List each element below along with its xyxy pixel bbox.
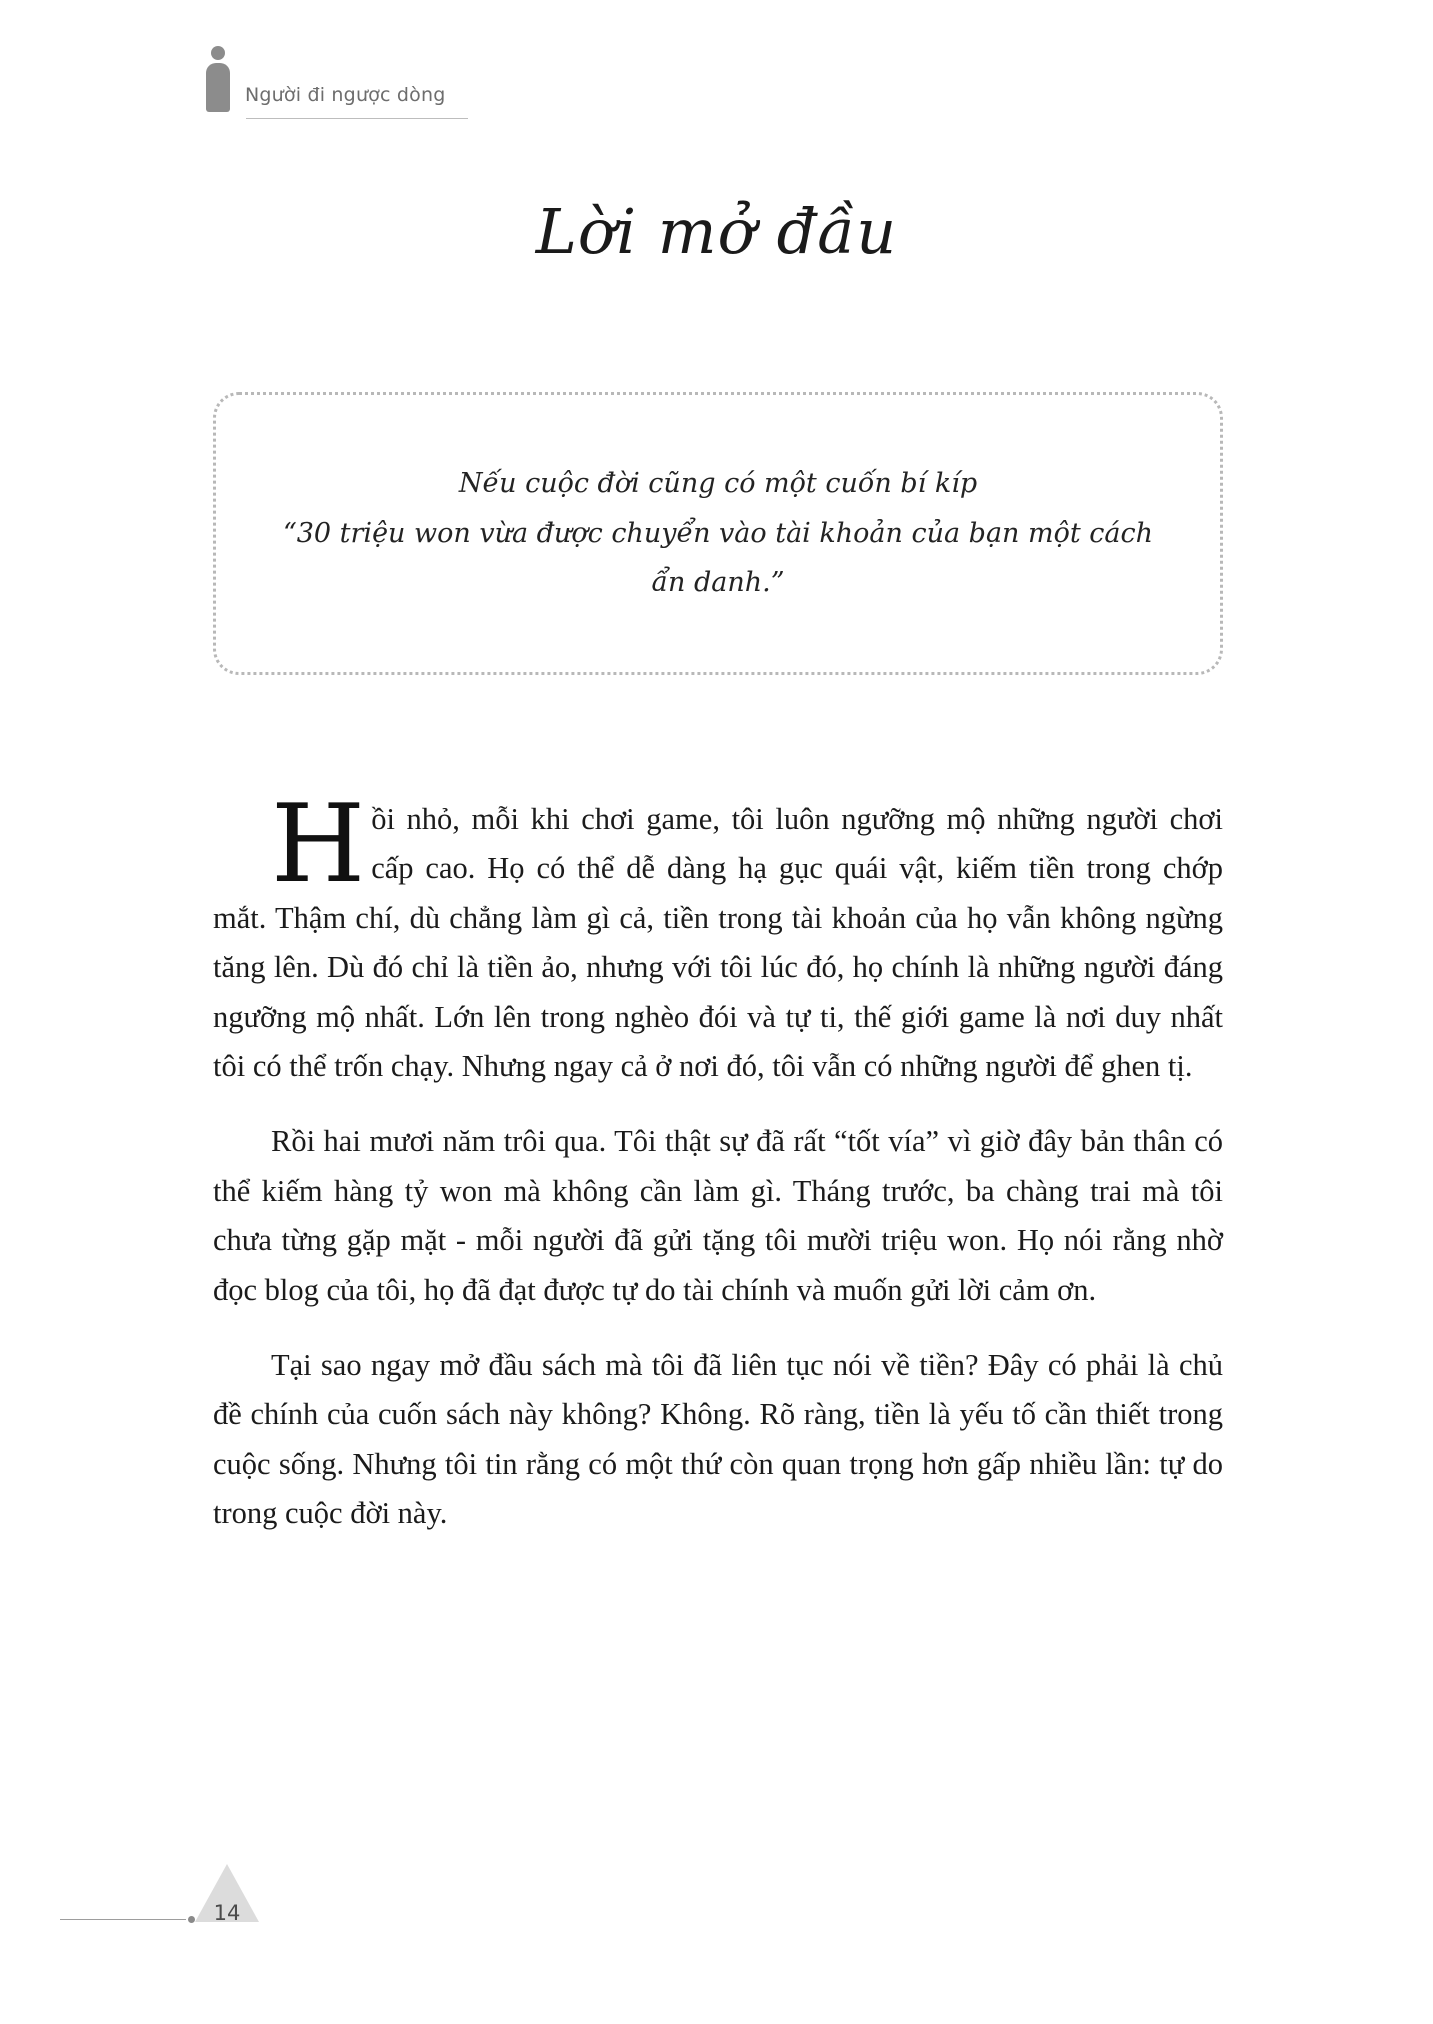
quote-box xyxy=(213,392,1223,675)
page-number: 14 xyxy=(213,1901,241,1925)
quote-line: ẩn danh.” xyxy=(651,567,785,599)
header-divider xyxy=(246,118,468,119)
quote-line: Nếu cuộc đời cũng có một cuốn bí kíp xyxy=(458,467,978,499)
running-header-title: Người đi ngược dòng xyxy=(245,84,446,106)
paragraph: Tại sao ngay mở đầu sách mà tôi đã liên tục nói về tiền? Đây có phải là chủ đề chính của cuốn sách này không? Không. Rõ ràng, tiền là yếu tố cần thiết trong cuộc sống. Nhưng tôi tin rằng có một thứ còn quan trọng hơn gấp nhiều lần: tự do trong cuộc đời này. xyxy=(213,1348,1223,1531)
footer-dot xyxy=(188,1916,195,1923)
running-header xyxy=(205,46,445,112)
footer-rule xyxy=(60,1919,186,1920)
page-footer xyxy=(60,1846,320,1956)
drop-cap: H xyxy=(271,782,366,907)
person-silhouette-icon xyxy=(205,46,231,112)
page-title: Lời mở đầu xyxy=(535,195,898,268)
body-text xyxy=(213,782,1223,1565)
paragraph xyxy=(213,782,1223,1091)
paragraph-text: ồi nhỏ, mỗi khi chơi game, tôi luôn ngưỡng mộ những người chơi cấp cao. Họ có thể dễ dàng hạ gục quái vật, kiếm tiền trong chớp mắt. Thậm chí, dù chẳng làm gì cả, tiền trong tài khoản của họ vẫn không ngừng tăng lên. Dù đó chỉ là tiền ảo, nhưng với tôi lúc đó, họ chính là những người đáng ngưỡng mộ nhất. Lớn lên trong nghèo đói và tự ti, thế giới game là nơi duy nhất tôi có thể trốn chạy. Nhưng ngay cả ở nơi đó, tôi vẫn có những người để ghen tị. xyxy=(213,802,1223,1084)
paragraph: Rồi hai mươi năm trôi qua. Tôi thật sự đã rất “tốt vía” vì giờ đây bản thân có thể kiếm hàng tỷ won mà không cần làm gì. Tháng trước, ba chàng trai mà tôi chưa từng gặp mặt - mỗi người đã gửi tặng tôi mười triệu won. Họ nói rằng nhờ đọc blog của tôi, họ đã đạt được tự do tài chính và muốn gửi lời cảm ơn. xyxy=(213,1124,1223,1307)
quote-line: “30 triệu won vừa được chuyển vào tài khoản của bạn một cách xyxy=(282,517,1154,549)
